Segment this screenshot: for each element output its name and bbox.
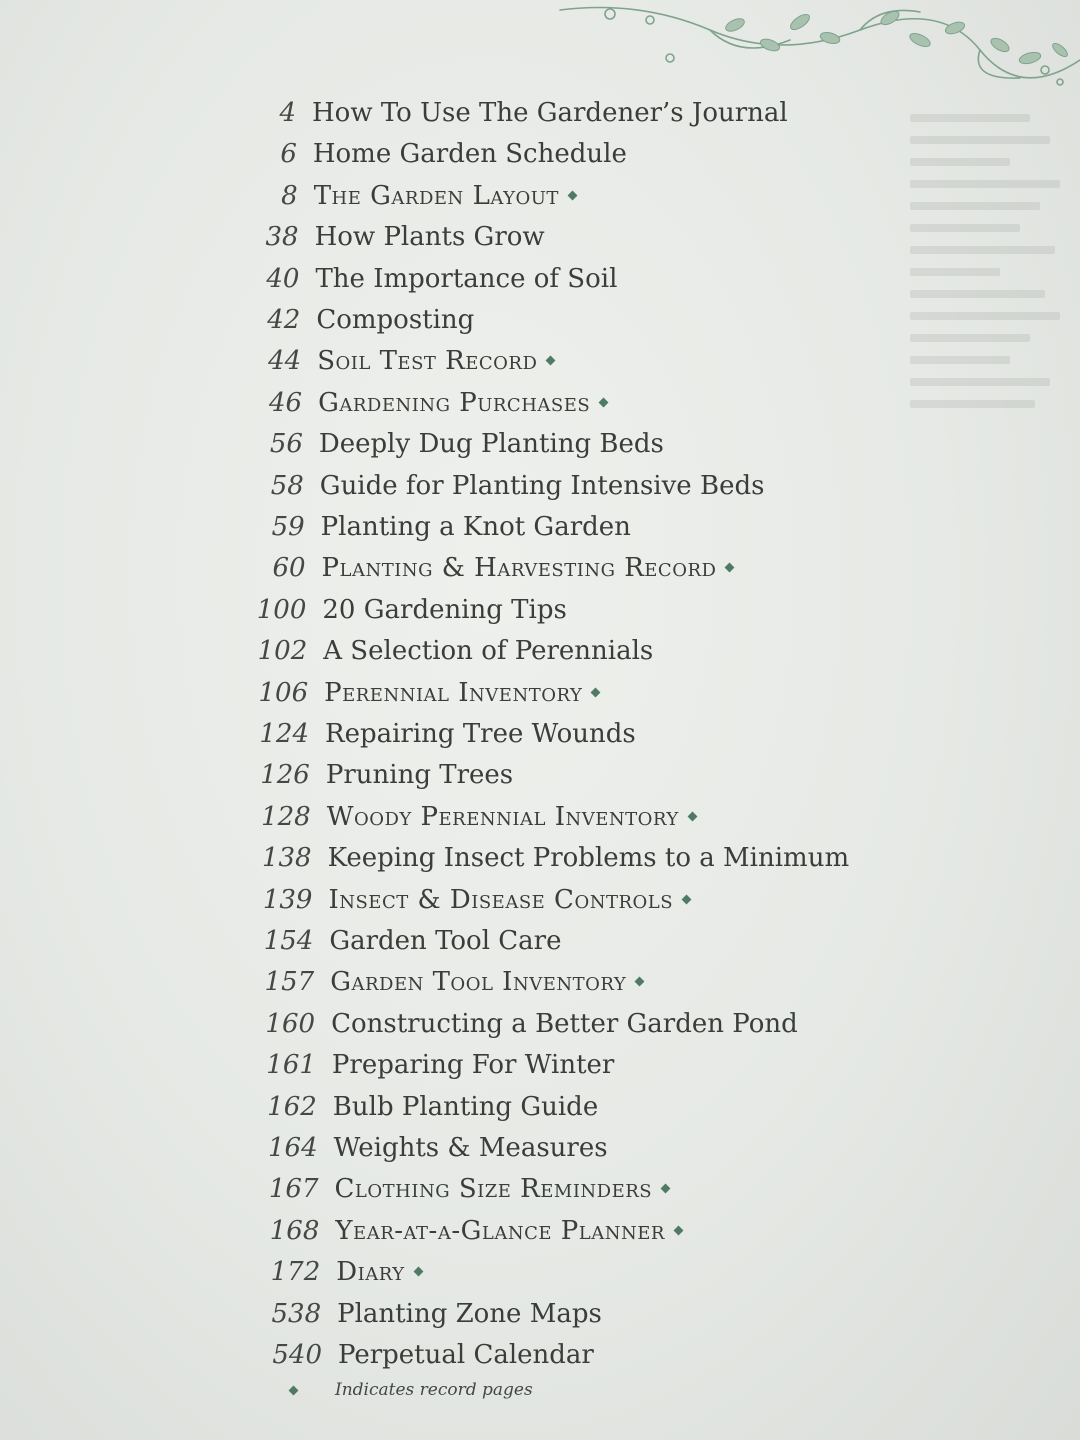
page-number: 161 xyxy=(266,1050,316,1081)
entry-title: Weights & Measures xyxy=(333,1133,608,1163)
toc-entry xyxy=(246,553,734,589)
page-number: 100 xyxy=(256,594,307,625)
page-number: 38 xyxy=(265,222,299,253)
entry-title: Constructing a Better Garden Pond xyxy=(331,1008,798,1039)
entry-title: The Garden Layout xyxy=(313,180,559,211)
toc-entry xyxy=(260,1257,421,1293)
page-number: 8 xyxy=(281,180,298,211)
entry-title: Perennial Inventory xyxy=(324,677,583,708)
diamond-bullet-icon xyxy=(289,1385,299,1395)
entry-title: Garden Tool Inventory xyxy=(330,967,627,998)
entry-title: Planting a Knot Garden xyxy=(320,512,631,542)
toc-entry xyxy=(251,802,696,838)
entry-title: How To Use The Gardener’s Journal xyxy=(312,98,788,128)
toc-entry xyxy=(243,429,664,465)
entry-title: Gardening Purchases xyxy=(318,387,591,418)
toc-entry xyxy=(250,760,513,796)
toc-entry xyxy=(244,471,765,507)
toc-entry xyxy=(259,1174,670,1210)
toc-entry xyxy=(252,885,690,921)
entry-title: The Importance of Soil xyxy=(315,263,618,294)
page-number: 56 xyxy=(269,429,303,460)
toc-entry xyxy=(246,595,566,631)
diamond-bullet-icon xyxy=(687,811,697,821)
entry-title: Diary xyxy=(336,1257,405,1288)
toc-entry xyxy=(256,1050,614,1086)
entry-title: Home Garden Schedule xyxy=(312,139,627,170)
diamond-bullet-icon xyxy=(567,190,577,200)
page-number: 157 xyxy=(264,967,315,998)
entry-title: Soil Test Record xyxy=(317,346,538,377)
page-number: 172 xyxy=(270,1257,321,1288)
entry-title: Guide for Planting Intensive Beds xyxy=(319,470,765,501)
toc-entry xyxy=(261,1299,602,1335)
toc-entry xyxy=(239,264,617,300)
page-number: 168 xyxy=(269,1215,320,1246)
page-number: 102 xyxy=(257,636,308,667)
page-number: 162 xyxy=(267,1091,317,1122)
page-number: 6 xyxy=(280,139,297,170)
toc-entry xyxy=(255,1009,798,1045)
legend xyxy=(290,1380,533,1400)
page-number: 540 xyxy=(272,1340,322,1370)
entry-title: Garden Tool Care xyxy=(329,926,562,956)
page-number: 42 xyxy=(267,305,301,335)
entry-title: Preparing For Winter xyxy=(331,1050,615,1081)
entry-title: Planting Zone Maps xyxy=(337,1298,602,1329)
page-number: 40 xyxy=(266,263,300,294)
toc-entry xyxy=(245,512,631,548)
toc-entry xyxy=(242,388,607,424)
toc-entry xyxy=(259,1216,682,1252)
diamond-bullet-icon xyxy=(599,397,609,407)
toc-entry xyxy=(248,678,599,714)
page-number: 4 xyxy=(279,98,296,128)
entry-title: Keeping Insect Problems to a Minimum xyxy=(327,843,850,874)
entry-title: A Selection of Perennials xyxy=(323,636,654,667)
toc-entry xyxy=(241,346,554,382)
toc-entry xyxy=(252,843,850,879)
page-number: 538 xyxy=(271,1298,322,1329)
page-number: 44 xyxy=(268,346,302,377)
diamond-bullet-icon xyxy=(635,977,645,987)
page-number: 128 xyxy=(261,801,311,832)
entry-title: Pruning Trees xyxy=(325,760,514,791)
page-number: 154 xyxy=(263,926,314,956)
entry-title: Insect & Disease Controls xyxy=(328,884,674,915)
page-number: 106 xyxy=(258,677,309,708)
diamond-bullet-icon xyxy=(673,1225,683,1235)
page-number: 46 xyxy=(268,387,303,418)
entry-title: How Plants Grow xyxy=(314,222,545,253)
diamond-bullet-icon xyxy=(682,894,692,904)
entry-title: Bulb Planting Guide xyxy=(332,1091,599,1122)
diamond-bullet-icon xyxy=(661,1184,671,1194)
diamond-bullet-icon xyxy=(725,563,735,573)
toc-entry xyxy=(240,305,474,341)
entry-title: Repairing Tree Wounds xyxy=(325,719,636,749)
page-number: 164 xyxy=(268,1133,318,1163)
entry-title: Woody Perennial Inventory xyxy=(326,801,679,832)
toc-entry xyxy=(253,926,561,962)
page-number: 138 xyxy=(261,843,312,874)
toc-entry xyxy=(237,139,627,175)
toc-entry xyxy=(257,1092,598,1128)
toc-entry xyxy=(249,719,636,755)
toc-entry xyxy=(262,1340,594,1376)
page-number: 160 xyxy=(265,1008,316,1039)
page-number: 59 xyxy=(271,512,305,542)
diamond-bullet-icon xyxy=(546,356,556,366)
entry-title: Perpetual Calendar xyxy=(338,1340,594,1370)
entry-title: Deeply Dug Planting Beds xyxy=(318,429,664,460)
toc-entry xyxy=(254,967,643,1003)
toc-entry xyxy=(238,181,576,217)
entry-title: 20 Gardening Tips xyxy=(322,594,567,625)
diamond-bullet-icon xyxy=(413,1267,423,1277)
entry-title: Composting xyxy=(316,305,475,335)
legend-text: Indicates record pages xyxy=(335,1380,533,1400)
page-number: 124 xyxy=(259,719,309,749)
toc-entry xyxy=(258,1133,608,1169)
page-number: 126 xyxy=(260,760,310,791)
entry-title: Planting & Harvesting Record xyxy=(321,553,717,584)
entry-title: Year-at-a-Glance Planner xyxy=(335,1215,665,1246)
page-number: 58 xyxy=(270,470,304,501)
page-number: 167 xyxy=(268,1174,319,1205)
toc-entry xyxy=(236,98,788,134)
toc-entry xyxy=(239,222,545,258)
page-number: 139 xyxy=(262,884,313,915)
diamond-bullet-icon xyxy=(591,687,601,697)
toc-entry xyxy=(247,636,653,672)
page-number: 60 xyxy=(272,553,306,584)
entry-title: Clothing Size Reminders xyxy=(334,1174,653,1205)
